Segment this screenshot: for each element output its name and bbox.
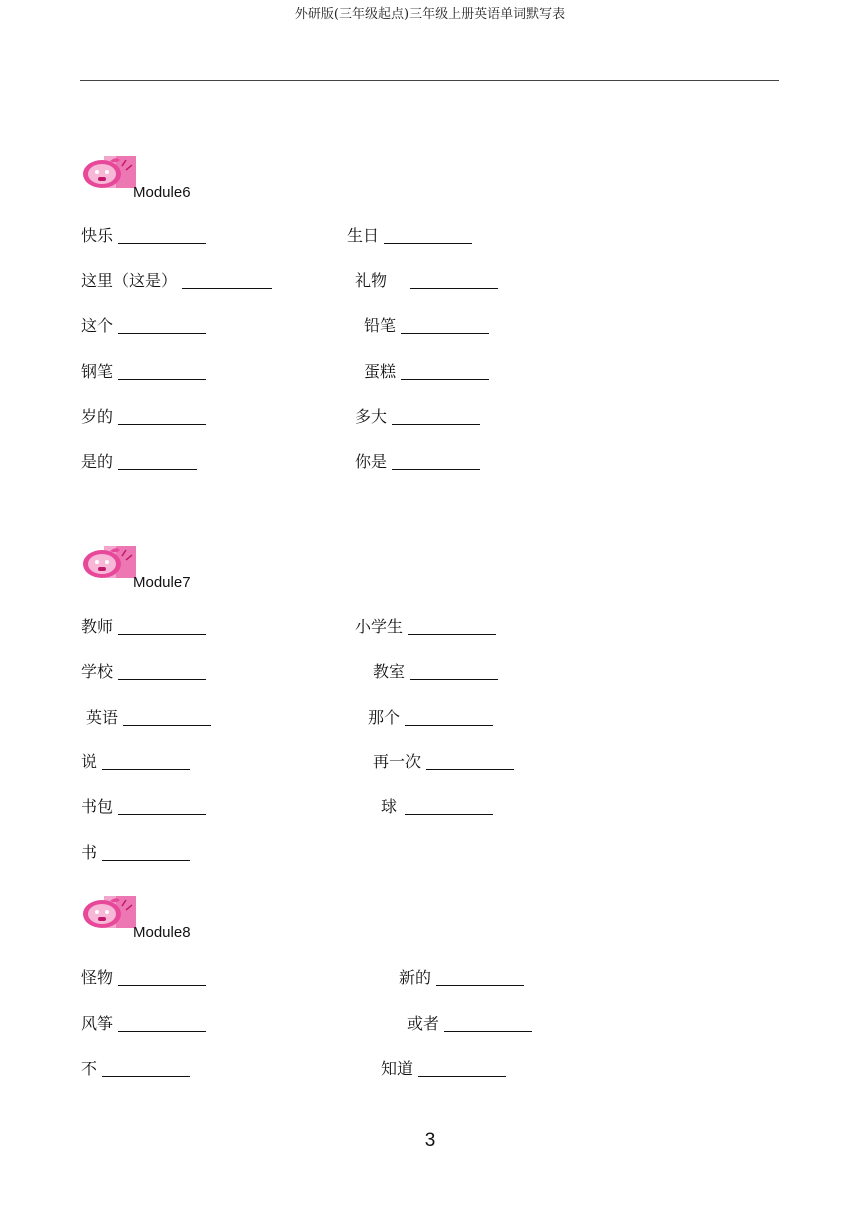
word-label: 怪物 [81, 968, 114, 987]
word-item [81, 1059, 190, 1079]
answer-blank [102, 1059, 190, 1077]
answer-blank [118, 362, 206, 380]
answer-blank [392, 452, 480, 470]
answer-blank [118, 968, 206, 986]
answer-blank [405, 797, 493, 815]
word-label: 书包 [81, 797, 114, 816]
word-label: 不 [81, 1059, 98, 1078]
word-label: 钢笔 [81, 362, 114, 381]
word-item [364, 362, 489, 382]
word-label: 这里（这是） [81, 271, 178, 290]
word-label: 礼物 [355, 271, 388, 290]
word-label: 书 [81, 843, 98, 862]
word-item [81, 797, 206, 817]
word-label: 知道 [381, 1059, 414, 1078]
answer-blank [118, 226, 206, 244]
module-heading [80, 896, 220, 942]
answer-blank [118, 316, 206, 334]
word-item [347, 226, 472, 246]
word-item [381, 797, 493, 817]
word-item [355, 271, 498, 291]
module-heading [80, 156, 220, 202]
word-label: 铅笔 [364, 316, 397, 335]
answer-blank [102, 752, 190, 770]
word-item [364, 316, 489, 336]
word-label: 教师 [81, 617, 114, 636]
answer-blank [118, 662, 206, 680]
apple-icon [80, 896, 136, 930]
answer-blank [444, 1014, 532, 1032]
answer-blank [118, 407, 206, 425]
word-label: 说 [81, 752, 98, 771]
module-heading [80, 546, 220, 592]
answer-blank [426, 752, 514, 770]
word-label: 多大 [355, 407, 388, 426]
answer-blank [418, 1059, 506, 1077]
word-item [355, 407, 480, 427]
word-item [373, 662, 498, 682]
answer-blank [118, 797, 206, 815]
answer-blank [405, 708, 493, 726]
apple-icon [80, 156, 136, 190]
answer-blank [182, 271, 272, 289]
answer-blank [118, 1014, 206, 1032]
word-item [381, 1059, 506, 1079]
module-title: Module8 [133, 924, 191, 941]
word-label: 再一次 [373, 752, 422, 771]
document-title: 外研版(三年级起点)三年级上册英语单词默写表 [294, 7, 566, 22]
word-label: 风筝 [81, 1014, 114, 1033]
word-item [81, 316, 206, 336]
answer-blank [410, 271, 498, 289]
word-label: 教室 [373, 662, 406, 681]
answer-blank [401, 362, 489, 380]
apple-icon [80, 546, 136, 580]
page-number: 3 [424, 1130, 436, 1151]
answer-blank [118, 617, 206, 635]
word-label: 球 [381, 797, 398, 816]
word-item [81, 617, 206, 637]
word-item [86, 708, 211, 728]
module-title: Module6 [133, 184, 191, 201]
header-divider [80, 80, 779, 81]
word-label: 学校 [81, 662, 114, 681]
answer-blank [408, 617, 496, 635]
word-label: 快乐 [81, 226, 114, 245]
word-item [81, 226, 206, 246]
word-item [81, 1014, 206, 1034]
word-label: 那个 [368, 708, 401, 727]
word-label: 岁的 [81, 407, 114, 426]
answer-blank [102, 843, 190, 861]
word-label: 小学生 [355, 617, 404, 636]
word-label: 或者 [407, 1014, 440, 1033]
word-item [81, 452, 197, 472]
word-item [81, 407, 206, 427]
word-label: 英语 [86, 708, 119, 727]
word-item [81, 271, 272, 291]
answer-blank [401, 316, 489, 334]
word-item [373, 752, 514, 772]
word-item [368, 708, 493, 728]
word-label: 你是 [355, 452, 388, 471]
answer-blank [392, 407, 480, 425]
word-label: 是的 [81, 452, 114, 471]
word-item [81, 662, 206, 682]
word-item [81, 362, 206, 382]
word-label: 蛋糕 [364, 362, 397, 381]
word-item [81, 752, 190, 772]
module-title: Module7 [133, 574, 191, 591]
word-label: 生日 [347, 226, 380, 245]
answer-blank [123, 708, 211, 726]
answer-blank [436, 968, 524, 986]
word-item [355, 617, 496, 637]
word-item [407, 1014, 532, 1034]
word-label: 新的 [399, 968, 432, 987]
answer-blank [118, 452, 197, 470]
answer-blank [384, 226, 472, 244]
word-item [355, 452, 480, 472]
word-item [81, 968, 206, 988]
word-label: 这个 [81, 316, 114, 335]
answer-blank [410, 662, 498, 680]
word-item [399, 968, 524, 988]
word-item [81, 843, 190, 863]
